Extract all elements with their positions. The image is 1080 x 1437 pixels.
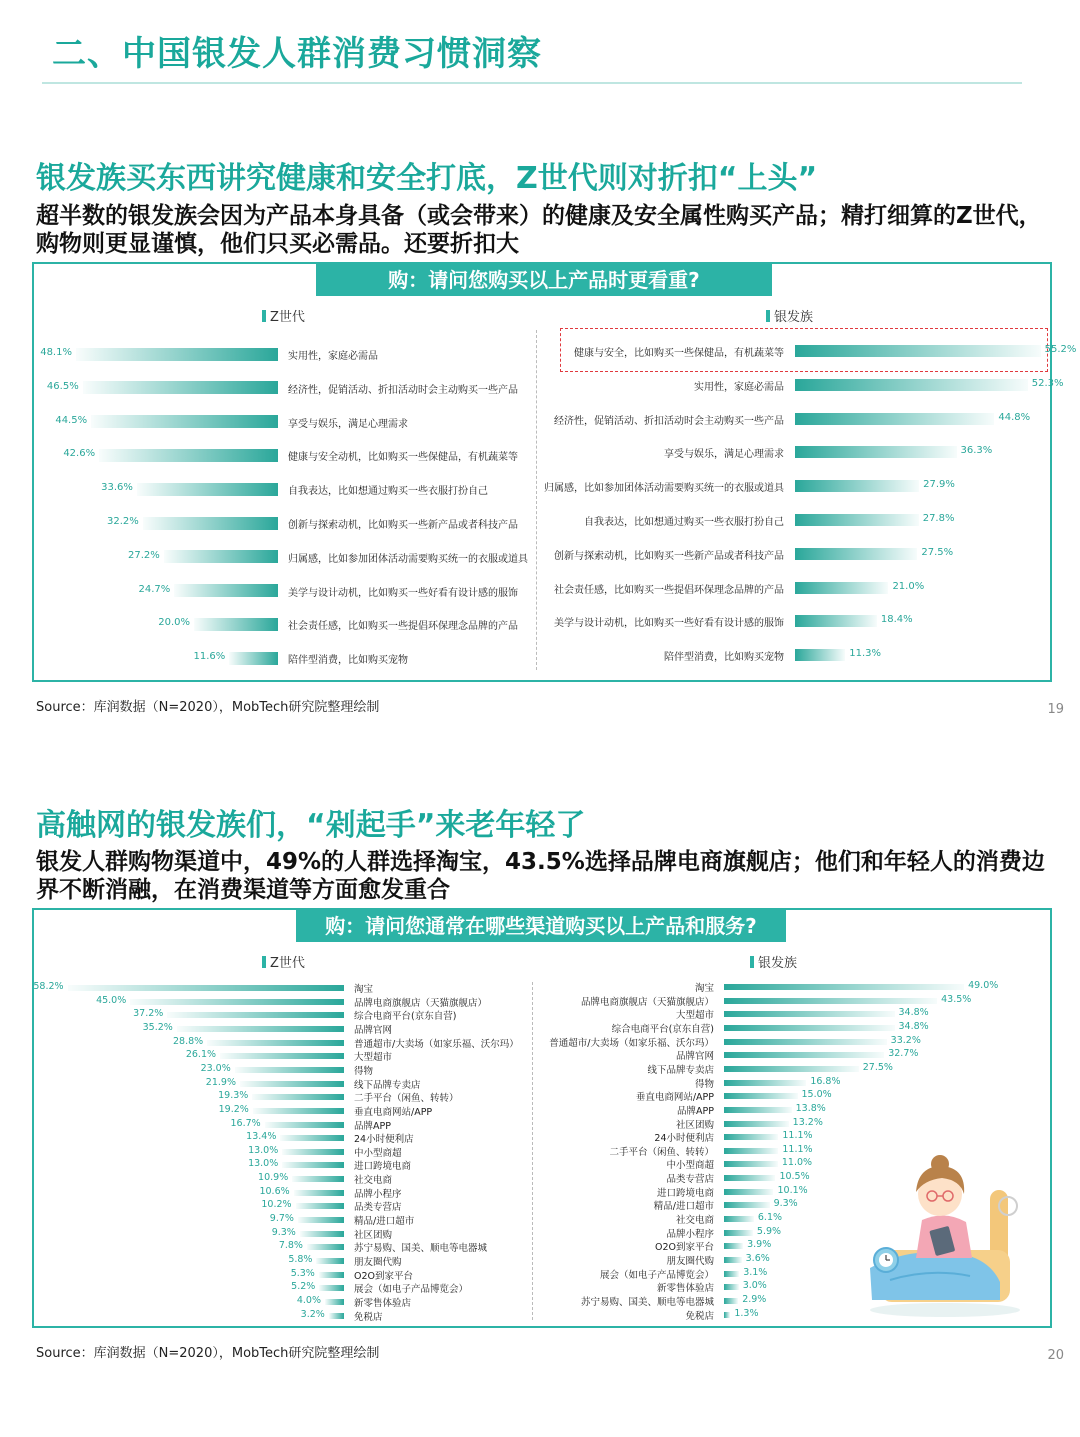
bar <box>292 1176 344 1182</box>
bar-value-label: 21.0% <box>892 580 925 592</box>
bar-value-label: 19.3% <box>218 1090 249 1102</box>
bar-value-label: 2.9% <box>742 1293 767 1305</box>
category-label: 品牌官网 <box>675 1051 714 1063</box>
category-label: 创新与探索动机，比如购买一些新产品或者科技产品 <box>554 550 784 562</box>
bar-value-label: 36.3% <box>960 445 993 457</box>
category-label: 品牌电商旗舰店（天猫旗舰店） <box>354 997 488 1009</box>
bar-value-label: 10.6% <box>259 1185 290 1197</box>
bar-value-label: 10.9% <box>258 1172 289 1184</box>
slide1-legend-left <box>262 306 305 325</box>
category-label: 淘宝 <box>694 983 714 994</box>
category-label: 自我表达，比如想通过购买一些衣服打扮自己 <box>288 486 488 498</box>
category-label: 社会责任感，比如购买一些提倡环保理念品牌的产品 <box>288 621 518 633</box>
bar-value-label: 11.3% <box>849 648 882 660</box>
category-label: 苏宁易购、国美、顺电等电器城 <box>354 1243 488 1255</box>
bar-value-label: 58.2% <box>33 981 64 992</box>
category-label: 朋友圈代购 <box>666 1256 714 1267</box>
category-label: 淘宝 <box>354 984 374 995</box>
bar <box>167 1012 344 1018</box>
bar <box>99 449 278 462</box>
category-label: 归属感，比如参加团体活动需要购买统一的衣服或道具 <box>288 553 528 565</box>
bar <box>795 379 1028 391</box>
bar-value-label: 9.3% <box>271 1226 296 1238</box>
category-label: 精品/进口超市 <box>653 1201 714 1213</box>
bar <box>91 415 278 428</box>
category-label: 普通超市/大卖场（如家乐福、沃尔玛） <box>354 1038 519 1050</box>
category-label: 品类专营店 <box>354 1202 402 1214</box>
legend-swatch <box>766 310 770 322</box>
bar <box>795 446 957 458</box>
bar-value-label: 5.3% <box>290 1267 315 1279</box>
category-label: 品牌APP <box>354 1120 391 1132</box>
category-label: 陪伴型消费，比如购买宠物 <box>664 652 784 664</box>
bar <box>724 998 937 1004</box>
bar-value-label: 27.5% <box>862 1061 893 1073</box>
category-label: 社区团购 <box>354 1229 393 1241</box>
bar-value-label: 13.2% <box>792 1116 823 1128</box>
section-title: 二、中国银发人群消费习惯洞察 <box>52 34 542 74</box>
bar <box>724 1011 895 1017</box>
bar-value-label: 5.8% <box>288 1254 313 1265</box>
category-label: 普通超市/大卖场（如家乐福、沃尔玛） <box>549 1037 714 1049</box>
bar-value-label: 15.0% <box>801 1089 832 1101</box>
bar-value-label: 55.2% <box>1044 344 1077 355</box>
bar-value-label: 11.1% <box>782 1130 813 1142</box>
bar <box>724 1230 753 1236</box>
slide1-legend-right <box>766 306 813 325</box>
bar-value-label: 6.1% <box>757 1212 783 1224</box>
slide1-question: 购：请问您购买以上产品时更看重? <box>316 264 772 296</box>
bar <box>83 381 278 394</box>
elderly-woman-illustration <box>850 1150 1025 1320</box>
category-label: 社交电商 <box>354 1175 393 1187</box>
bar-value-label: 42.6% <box>63 448 96 460</box>
bar <box>724 1189 773 1195</box>
category-label: 得物 <box>354 1065 374 1077</box>
bar-value-label: 3.0% <box>742 1280 767 1292</box>
category-label: O2O到家平台 <box>354 1270 413 1282</box>
slide2-question: 购：请问您通常在哪些渠道购买以上产品和服务? <box>296 910 786 942</box>
category-label: 美学与设计动机，比如购买一些好看有设计感的服饰 <box>554 618 784 630</box>
bar-value-label: 34.8% <box>898 1007 929 1019</box>
category-label: 社交电商 <box>675 1215 714 1227</box>
bar-value-label: 21.9% <box>205 1076 236 1088</box>
bar-value-label: 16.7% <box>230 1117 261 1129</box>
bar-value-label: 48.1% <box>40 347 72 358</box>
legend-swatch <box>262 310 266 322</box>
bar <box>252 1094 344 1100</box>
category-label: 免税店 <box>354 1311 383 1323</box>
bar-value-label: 7.8% <box>278 1240 303 1252</box>
bar <box>164 550 278 563</box>
bar-value-label: 19.2% <box>218 1103 249 1115</box>
category-label: 品牌小程序 <box>666 1228 714 1240</box>
legend-label: 银发族 <box>758 956 798 971</box>
slide2-headline: 高触网的银发族们，“剁起手”来老年轻了 <box>36 808 586 843</box>
slide1-subtitle: 超半数的银发族会因为产品本身具备（或会带来）的健康及安全属性购买产品；精打细算的Z世代，购物则更显谨慎，他们只买必需品。还要折扣大 <box>36 203 1042 257</box>
category-label: 展会（如电子产品博览会） <box>599 1269 714 1281</box>
category-label: 展会（如电子产品博览会） <box>354 1284 469 1296</box>
bar-value-label: 49.0% <box>968 980 999 991</box>
category-label: 苏宁易购、国美、顺电等电器城 <box>580 1296 714 1308</box>
bar <box>795 582 888 594</box>
bar <box>194 618 278 631</box>
bar-value-label: 35.2% <box>142 1021 173 1033</box>
bar-value-label: 27.8% <box>922 513 955 524</box>
legend-label: Z世代 <box>270 956 305 971</box>
bar-value-label: 5.9% <box>756 1225 782 1237</box>
bar <box>253 1108 344 1114</box>
category-label: 经济性，促销活动、折扣活动时会主动购买一些产品 <box>554 415 784 427</box>
bar-value-label: 13.0% <box>248 1158 279 1170</box>
bar-value-label: 26.1% <box>185 1049 217 1061</box>
bar-value-label: 13.4% <box>246 1131 277 1143</box>
bar-value-label: 18.4% <box>880 614 913 626</box>
bar <box>724 1093 798 1099</box>
category-label: 实用性，家庭必需品 <box>288 351 378 362</box>
bar <box>325 1299 344 1305</box>
slide2-source: Source：库润数据（N=2020），MobTech研究院整理绘制 <box>36 1346 380 1361</box>
category-label: 归属感，比如参加团体活动需要购买统一的衣服或道具 <box>544 483 784 495</box>
bar <box>220 1053 344 1059</box>
bar <box>795 480 919 492</box>
bar <box>724 1161 778 1167</box>
bar <box>265 1122 344 1128</box>
category-label: 品类专营店 <box>666 1174 714 1186</box>
bar <box>724 1202 770 1208</box>
bar <box>174 584 278 597</box>
category-label: 健康与安全，比如购买一些保健品，有机蔬菜等 <box>574 348 784 359</box>
category-label: 社会责任感，比如购买一些提倡环保理念品牌的产品 <box>554 584 784 596</box>
bar <box>207 1040 344 1046</box>
category-label: 享受与娱乐，满足心理需求 <box>288 418 408 430</box>
bar-value-label: 27.5% <box>921 546 954 558</box>
bar-value-label: 3.6% <box>745 1253 770 1264</box>
bar-value-label: 11.0% <box>781 1157 813 1169</box>
category-label: 垂直电商网站/APP <box>635 1092 714 1104</box>
category-label: 新零售体验店 <box>354 1297 412 1309</box>
bar-value-label: 44.5% <box>55 414 88 426</box>
bar <box>76 348 278 361</box>
bar <box>319 1285 344 1291</box>
bar <box>724 1039 887 1045</box>
bar-value-label: 9.7% <box>269 1213 294 1225</box>
category-label: 美学与设计动机，比如购买一些好看有设计感的服饰 <box>288 587 518 599</box>
slide2-subtitle: 银发人群购物渠道中，49%的人群选择淘宝，43.5%选择品牌电商旗舰店；他们和年轻人的消费边界不断消融，在消费渠道等方面愈发重合 <box>36 849 1045 903</box>
bar-value-label: 10.2% <box>261 1199 292 1211</box>
bar-value-label: 24.7% <box>138 583 171 595</box>
category-label: 中小型商超 <box>354 1147 402 1159</box>
bar <box>795 413 994 425</box>
bar <box>724 1052 884 1058</box>
bar <box>724 1066 859 1072</box>
category-label: 二手平台（闲鱼、转转） <box>354 1093 459 1105</box>
category-label: 品牌小程序 <box>354 1188 402 1200</box>
bar <box>240 1081 344 1087</box>
bar <box>724 1271 739 1277</box>
category-label: 品牌官网 <box>354 1024 393 1036</box>
bar <box>724 1134 778 1140</box>
bar-value-label: 44.8% <box>998 411 1031 423</box>
bar-value-label: 3.9% <box>747 1239 772 1251</box>
bar <box>724 1216 754 1222</box>
bar-value-label: 13.8% <box>795 1102 826 1114</box>
bar-value-label: 3.2% <box>300 1308 325 1320</box>
bar-value-label: 4.0% <box>296 1294 321 1306</box>
bar-value-label: 32.2% <box>106 516 139 527</box>
category-label: 实用性，家庭必需品 <box>694 381 784 393</box>
bar <box>307 1244 344 1250</box>
bar <box>68 985 344 991</box>
bar-value-label: 34.8% <box>898 1020 929 1032</box>
legend-label: 银发族 <box>774 310 814 325</box>
bar <box>724 1080 806 1086</box>
bar-value-label: 32.7% <box>888 1048 919 1060</box>
bar-value-label: 20.0% <box>158 617 190 629</box>
bar-value-label: 46.5% <box>46 380 79 392</box>
category-label: 品牌电商旗舰店（天猫旗舰店） <box>580 996 714 1008</box>
bar <box>316 1258 344 1264</box>
bar <box>724 1284 739 1290</box>
category-label: 中小型商超 <box>666 1160 714 1172</box>
category-label: 大型超市 <box>675 1010 714 1022</box>
bar <box>282 1162 344 1168</box>
category-label: 进口跨境电商 <box>656 1187 714 1199</box>
category-label: 24小时便利店 <box>354 1134 414 1146</box>
category-label: 24小时便利店 <box>654 1133 714 1145</box>
bar <box>294 1190 344 1196</box>
slide1-center-divider <box>536 330 537 670</box>
bar-value-label: 11.6% <box>193 651 226 663</box>
bar <box>298 1217 344 1223</box>
bar <box>795 649 845 661</box>
category-label: 品牌APP <box>677 1105 714 1117</box>
bar-value-label: 52.3% <box>1031 377 1064 389</box>
category-label: 综合电商平台(京东自营) <box>354 1011 457 1023</box>
category-label: 朋友圈代购 <box>354 1257 402 1268</box>
bar <box>143 517 278 530</box>
bar-value-label: 27.2% <box>127 549 160 561</box>
bar <box>795 345 1041 357</box>
bar <box>724 1148 778 1154</box>
bar-value-label: 16.8% <box>810 1075 841 1087</box>
bar-value-label: 9.3% <box>773 1198 798 1210</box>
category-label: 陪伴型消费，比如购买宠物 <box>288 655 408 667</box>
slide2-page-number: 20 <box>1047 1348 1064 1363</box>
category-label: 大型超市 <box>354 1052 393 1064</box>
bar-value-label: 33.2% <box>890 1034 921 1046</box>
bar <box>795 615 877 627</box>
bar-value-label: 27.9% <box>923 479 955 491</box>
legend-swatch <box>262 956 266 968</box>
bar <box>177 1026 344 1032</box>
bar <box>229 652 278 665</box>
bar-value-label: 28.8% <box>173 1035 204 1047</box>
bar-value-label: 43.5% <box>941 993 972 1005</box>
legend-label: Z世代 <box>270 310 305 325</box>
category-label: 免税店 <box>685 1310 714 1322</box>
bar <box>137 483 278 496</box>
category-label: 得物 <box>694 1078 714 1090</box>
bar <box>319 1272 344 1278</box>
category-label: 二手平台（闲鱼、转转） <box>609 1146 714 1158</box>
bar-value-label: 33.6% <box>101 482 133 494</box>
bar-value-label: 13.0% <box>248 1144 279 1156</box>
bar <box>724 1121 789 1127</box>
bar-value-label: 3.1% <box>743 1266 768 1278</box>
slide1-source: Source：库润数据（N=2020），MobTech研究院整理绘制 <box>36 700 380 715</box>
bar <box>724 1175 775 1181</box>
bar <box>795 514 919 526</box>
bar-value-label: 10.5% <box>779 1171 810 1183</box>
bar <box>280 1135 344 1141</box>
bar-value-label: 5.2% <box>291 1281 316 1293</box>
bar <box>296 1203 344 1209</box>
bar <box>724 1298 738 1304</box>
bar <box>300 1231 344 1237</box>
bar <box>724 1257 742 1263</box>
category-label: O2O到家平台 <box>655 1242 714 1254</box>
bar-value-label: 37.2% <box>133 1008 164 1020</box>
category-label: 创新与探索动机，比如购买一些新产品或者科技产品 <box>288 520 518 531</box>
slide2-legend-left <box>262 952 305 971</box>
category-label: 线下品牌专卖店 <box>647 1064 714 1076</box>
slide2-center-divider <box>532 982 533 1320</box>
bar <box>724 1107 792 1113</box>
slide1-headline: 银发族买东西讲究健康和安全打底，Z世代则对折扣“上头” <box>36 161 818 196</box>
category-label: 垂直电商网站/APP <box>354 1106 433 1118</box>
bar <box>130 999 344 1005</box>
bar <box>724 1312 730 1318</box>
section-divider <box>42 82 1022 84</box>
category-label: 进口跨境电商 <box>354 1161 412 1173</box>
category-label: 线下品牌专卖店 <box>354 1079 421 1091</box>
bar-value-label: 1.3% <box>734 1307 759 1319</box>
bar-value-label: 23.0% <box>200 1062 231 1074</box>
bar-value-label: 10.1% <box>777 1184 808 1196</box>
category-label: 精品/进口超市 <box>354 1216 415 1228</box>
legend-swatch <box>750 956 754 968</box>
bar <box>235 1067 344 1073</box>
slide2-legend-right <box>750 952 797 971</box>
category-label: 健康与安全动机，比如购买一些保健品，有机蔬菜等 <box>288 452 518 464</box>
slide1-page-number: 19 <box>1047 702 1064 717</box>
category-label: 自我表达，比如想通过购买一些衣服打扮自己 <box>584 517 784 528</box>
category-label: 社区团购 <box>675 1119 714 1131</box>
category-label: 享受与娱乐，满足心理需求 <box>664 449 784 461</box>
category-label: 综合电商平台(京东自营) <box>611 1023 714 1035</box>
bar <box>724 1025 895 1031</box>
category-label: 新零售体验店 <box>656 1283 714 1295</box>
category-label: 经济性，促销活动、折扣活动时会主动购买一些产品 <box>288 384 518 396</box>
bar-value-label: 11.1% <box>782 1143 813 1155</box>
bar <box>724 1243 743 1249</box>
bar <box>282 1149 344 1155</box>
bar <box>329 1313 344 1319</box>
bar-value-label: 45.0% <box>96 994 127 1006</box>
bar <box>795 548 917 560</box>
bar <box>724 984 964 990</box>
